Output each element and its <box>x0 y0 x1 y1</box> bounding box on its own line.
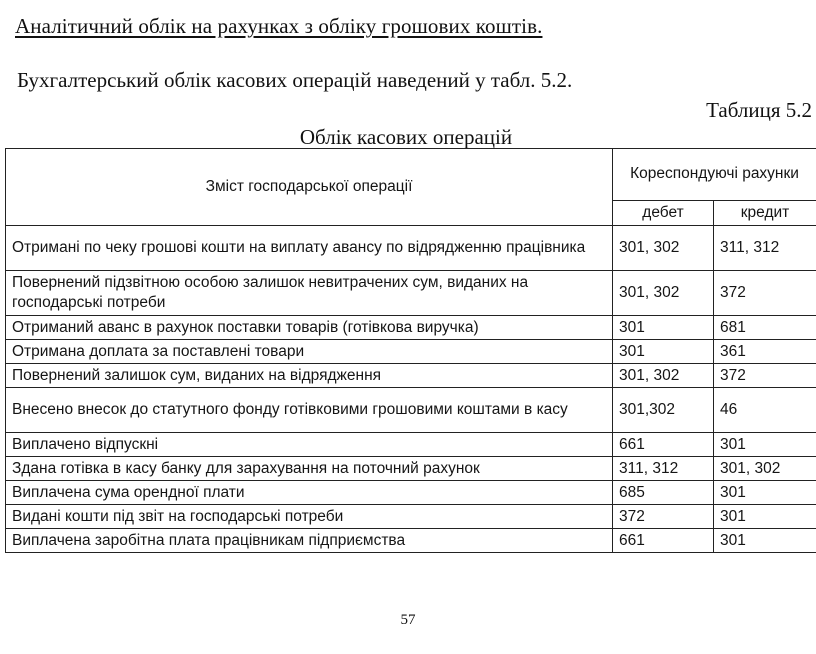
operation-cell: Отриманий аванс в рахунок поставки товарів (готівкова виручка) <box>6 316 613 340</box>
credit-cell: 681 <box>714 316 816 340</box>
debit-cell: 685 <box>613 481 714 505</box>
operation-cell: Повернений залишок сум, виданих на відрядження <box>6 364 613 388</box>
operation-cell: Здана готівка в касу банку для зарахування на поточний рахунок <box>6 457 613 481</box>
intro-paragraph: Бухгалтерський облік касових операцій наведений у табл. 5.2. <box>17 68 573 92</box>
debit-cell: 301 <box>613 316 714 340</box>
table-row <box>6 226 816 271</box>
operation-cell: Отримана доплата за поставлені товари <box>6 340 613 364</box>
table-row <box>6 505 816 529</box>
debit-cell: 301 <box>613 340 714 364</box>
header-corresponding-accounts: Кореспондуючі рахунки <box>613 149 816 201</box>
table-row <box>6 529 816 553</box>
credit-cell: 301 <box>714 481 816 505</box>
page-number: 57 <box>400 612 416 628</box>
debit-cell: 301, 302 <box>613 364 714 388</box>
table-caption-text: Облік касових операцій <box>299 125 513 149</box>
table-row <box>6 271 816 316</box>
credit-cell: 301 <box>714 529 816 553</box>
credit-cell: 46 <box>714 388 816 433</box>
operation-cell: Внесено внесок до статутного фонду готівковими грошовими коштами в касу <box>6 388 613 433</box>
debit-cell: 661 <box>613 529 714 553</box>
table-row <box>6 457 816 481</box>
credit-cell: 301 <box>714 505 816 529</box>
operation-cell: Повернений підзвітною особою залишок невитрачених сум, виданих на господарські потреби <box>6 271 613 316</box>
credit-cell: 372 <box>714 271 816 316</box>
debit-cell: 301,302 <box>613 388 714 433</box>
credit-cell: 361 <box>714 340 816 364</box>
cash-operations-table <box>5 148 816 553</box>
table-row <box>6 364 816 388</box>
header-operation: Зміст господарської операції <box>6 149 613 226</box>
section-heading: Аналітичний облік на рахунках з обліку грошових коштів. <box>15 14 543 38</box>
operation-cell: Видані кошти під звіт на господарські потреби <box>6 505 613 529</box>
header-debit: дебет <box>613 200 714 225</box>
debit-cell: 311, 312 <box>613 457 714 481</box>
header-credit: кредит <box>714 200 816 225</box>
debit-cell: 661 <box>613 433 714 457</box>
table-number: Таблиця 5.2 <box>706 98 812 122</box>
operation-cell: Отримані по чеку грошові кошти на виплату авансу по відрядженню працівника <box>6 226 613 271</box>
table-row <box>6 316 816 340</box>
table-row <box>6 433 816 457</box>
debit-cell: 372 <box>613 505 714 529</box>
table-caption <box>0 125 816 150</box>
debit-cell: 301, 302 <box>613 226 714 271</box>
table-row <box>6 340 816 364</box>
operation-cell: Виплачена сума орендної плати <box>6 481 613 505</box>
operation-cell: Виплачена заробітна плата працівникам підприємства <box>6 529 613 553</box>
operation-cell: Виплачено відпускні <box>6 433 613 457</box>
credit-cell: 301, 302 <box>714 457 816 481</box>
debit-cell: 301, 302 <box>613 271 714 316</box>
credit-cell: 372 <box>714 364 816 388</box>
table-row <box>6 481 816 505</box>
credit-cell: 301 <box>714 433 816 457</box>
credit-cell: 311, 312 <box>714 226 816 271</box>
table-row <box>6 388 816 433</box>
